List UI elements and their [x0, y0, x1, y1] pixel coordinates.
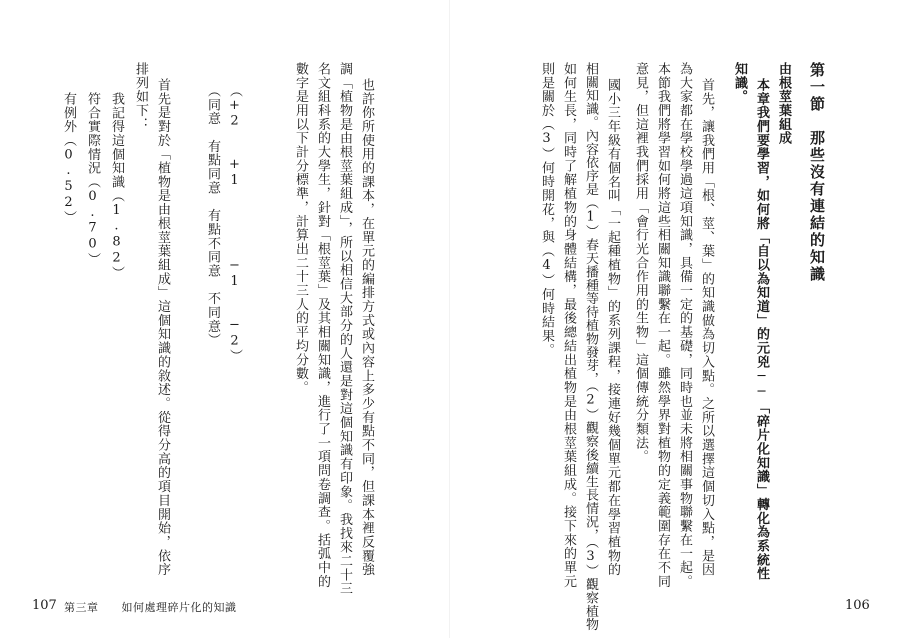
- paragraph-2-line-4: 則是關於（3）何時開花，與（4）何時結果。: [539, 62, 554, 357]
- right-page: [450, 0, 900, 638]
- paragraph-1-line-2: 為大家都在學校學過這項知識，具備一定的基礎，同時也並未將相關事物聯繫在一起。: [677, 62, 692, 589]
- page-number-left: 107: [32, 598, 57, 613]
- left-paragraph-2-line-1: 首先是對於「植物是由根莖葉組成」這個知識的敘述。從得分高的項目開始，依序: [155, 78, 170, 577]
- intro-line-2: 知識。: [732, 62, 747, 104]
- section-title: 第一節 那些沒有連結的知識: [808, 62, 826, 283]
- paragraph-1-line-3: 本節我們將學習如何將這些相關知識聯繫在一起。雖然學界對植物的定義範圍存在不同: [655, 62, 670, 589]
- section-heading: 由根莖葉組成: [776, 62, 791, 146]
- list-item-2: 符合實際情況（0.70）: [85, 92, 100, 267]
- left-paragraph-2-line-2: 排列如下：: [133, 62, 148, 132]
- left-paragraph-1-line-3: 名文組科系的大學生，針對「根莖葉」及其相關知識，進行了一項問卷調查。括弧中的: [315, 62, 330, 589]
- left-paragraph-1-line-4: 數字是用以下計分標準，計算出二十三人的平均分數。: [293, 62, 308, 395]
- paragraph-1-line-4: 意見，但這裡我們採用「會行光合作用的生物」這個傳統分類法。: [633, 62, 648, 464]
- scale-values: （+2 +1 −1 −2）: [227, 84, 242, 364]
- paragraph-2-line-1: 國小三年級有個名叫「一起種植物」的系列課程，接連好幾個單元都在學習植物的: [605, 78, 620, 577]
- paragraph-1-line-1: 首先，讓我們用「根、莖、葉」的知識做為切入點。之所以選擇這個切入點，是因: [699, 78, 714, 577]
- paragraph-2-line-3: 如何生長，同時了解植物的身體結構，最後總結出植物是由根莖葉組成。接下來的單元: [561, 62, 576, 589]
- scale-labels: （同意 有點同意 有點不同意 不同意）: [205, 84, 220, 348]
- list-item-1: 我記得這個知識（1.82）: [109, 92, 124, 281]
- paragraph-2-line-2: 相關知識。內容依序是（1）春天播種等待植物發芽，（2）觀察後續生長情況，（3）觀察植物: [583, 62, 598, 632]
- page-number-right: 106: [845, 598, 870, 613]
- running-head: 第三章 如何處理碎片化的知識: [64, 601, 237, 614]
- intro-line-1: 本章我們要學習，如何將「自以為知道」的元兇──「碎片化知識」轉化為系統性: [754, 78, 769, 581]
- left-paragraph-1-line-2: 調「植物是由根莖葉組成」，所以相信大部分的人還是對這個知識有印象。我找來二十三: [337, 62, 352, 596]
- list-item-3: 有例外（0.52）: [61, 92, 76, 225]
- left-paragraph-1-line-1: 也許你所使用的課本，在單元的編排方式或內容上多少有點不同，但課本裡反覆強: [359, 78, 374, 577]
